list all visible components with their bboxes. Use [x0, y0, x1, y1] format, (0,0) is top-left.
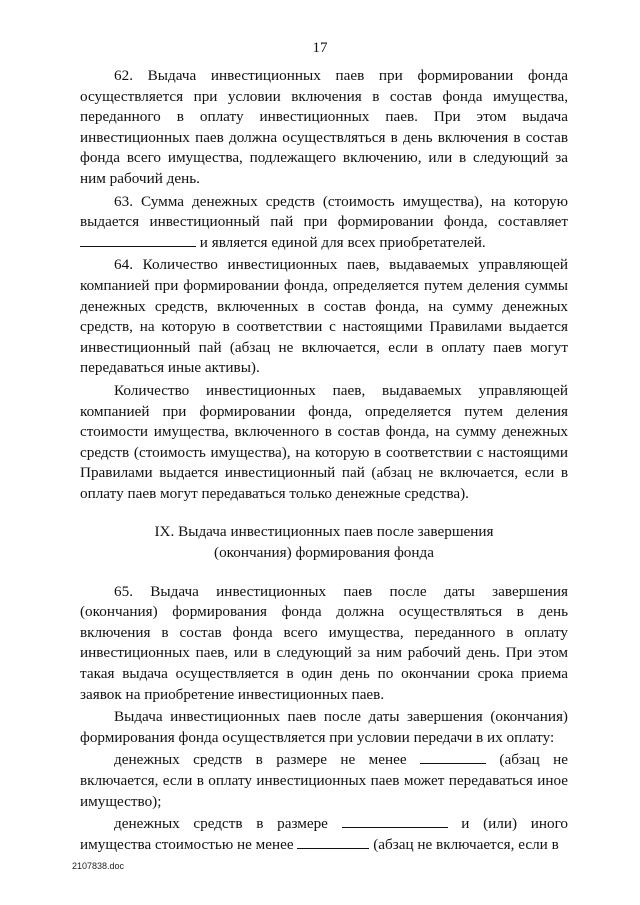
paragraph-65-mixed — [80, 814, 568, 855]
paragraph-64-alt: Количество инвестиционных паев, выдаваемых управляющей компанией при формировании фонда, определяется путем деления стоимости имущества, включенного в состав фонда, на сумму денежных средств (стоимость имущества), на которую в соответствии с настоящими Правилами выдается инвестиционный пай (абзац не включается, если в оплату паев могут передаваться только денежные средства). — [80, 381, 568, 502]
document-body — [80, 66, 568, 857]
fill-in-blank — [80, 233, 196, 247]
paragraph-63-tail: и является единой для всех приобретателей. — [199, 233, 486, 251]
paragraph-65: 65. Выдача инвестиционных паев после даты завершения (окончания) формирования фонда должна осуществляться в день включения в состав фонда всего имущества, переданного в оплату инвестиционных паев, или в следующий за ним рабочий день. При этом такая выдача осуществляется в один день по окончании срока приема заявок на приобретение инвестиционных паев. — [80, 582, 568, 703]
section-heading-line-2: (окончания) формирования фонда — [214, 544, 434, 562]
paragraph-63 — [80, 192, 568, 254]
paragraph-65-mixed-text-2: и (или) иного имущества стоимостью не менее — [80, 815, 569, 853]
fill-in-blank — [342, 814, 448, 828]
paragraph-65-conditions: Выдача инвестиционных паев после даты завершения (окончания) формирования фонда осуществляется при условии передачи в их оплату: — [80, 708, 568, 746]
paragraph-64: 64. Количество инвестиционных паев, выдаваемых управляющей компанией при формировании фонда, определяется путем деления суммы денежных средств, включенных в состав фонда, на сумму денежных средств, на которую в соответствии с настоящими Правилами выдается инвестиционный пай (абзац не включается, если в оплату паев могут передаваться иные активы). — [80, 256, 568, 377]
section-heading — [80, 522, 568, 563]
paragraph-63-text: 63. Сумма денежных средств (стоимость имущества), на которую выдается инвестиционный пай при формировании фонда, составляет — [80, 192, 568, 231]
section-heading-line-1: IX. Выдача инвестиционных паев после завершения — [154, 523, 494, 541]
paragraph-65-cash — [80, 750, 568, 812]
paragraph-65-cash-text: денежных средств в размере не менее — [114, 751, 407, 769]
footer-filename: 2107838.doc — [72, 861, 125, 871]
page-number: 17 — [312, 40, 328, 56]
paragraph-65-mixed-text-3: (абзац не включается, если в — [373, 835, 559, 853]
paragraph-62: 62. Выдача инвестиционных паев при формировании фонда осуществляется при условии включения в состав фонда имущества, переданного в оплату инвестиционных паев. При этом выдача инвестиционных паев должна осуществляться в день включения в состав фонда всего имущества, подлежащего включению, или в следующий за ним рабочий день. — [80, 67, 568, 187]
paragraph-65-mixed-text-1: денежных средств в размере — [114, 815, 328, 833]
paragraph-65-cash-tail: (абзац не включается, если в оплату инвестиционных паев может передаваться иное имущество); — [80, 751, 569, 810]
fill-in-blank — [297, 835, 369, 849]
fill-in-blank — [420, 750, 486, 764]
